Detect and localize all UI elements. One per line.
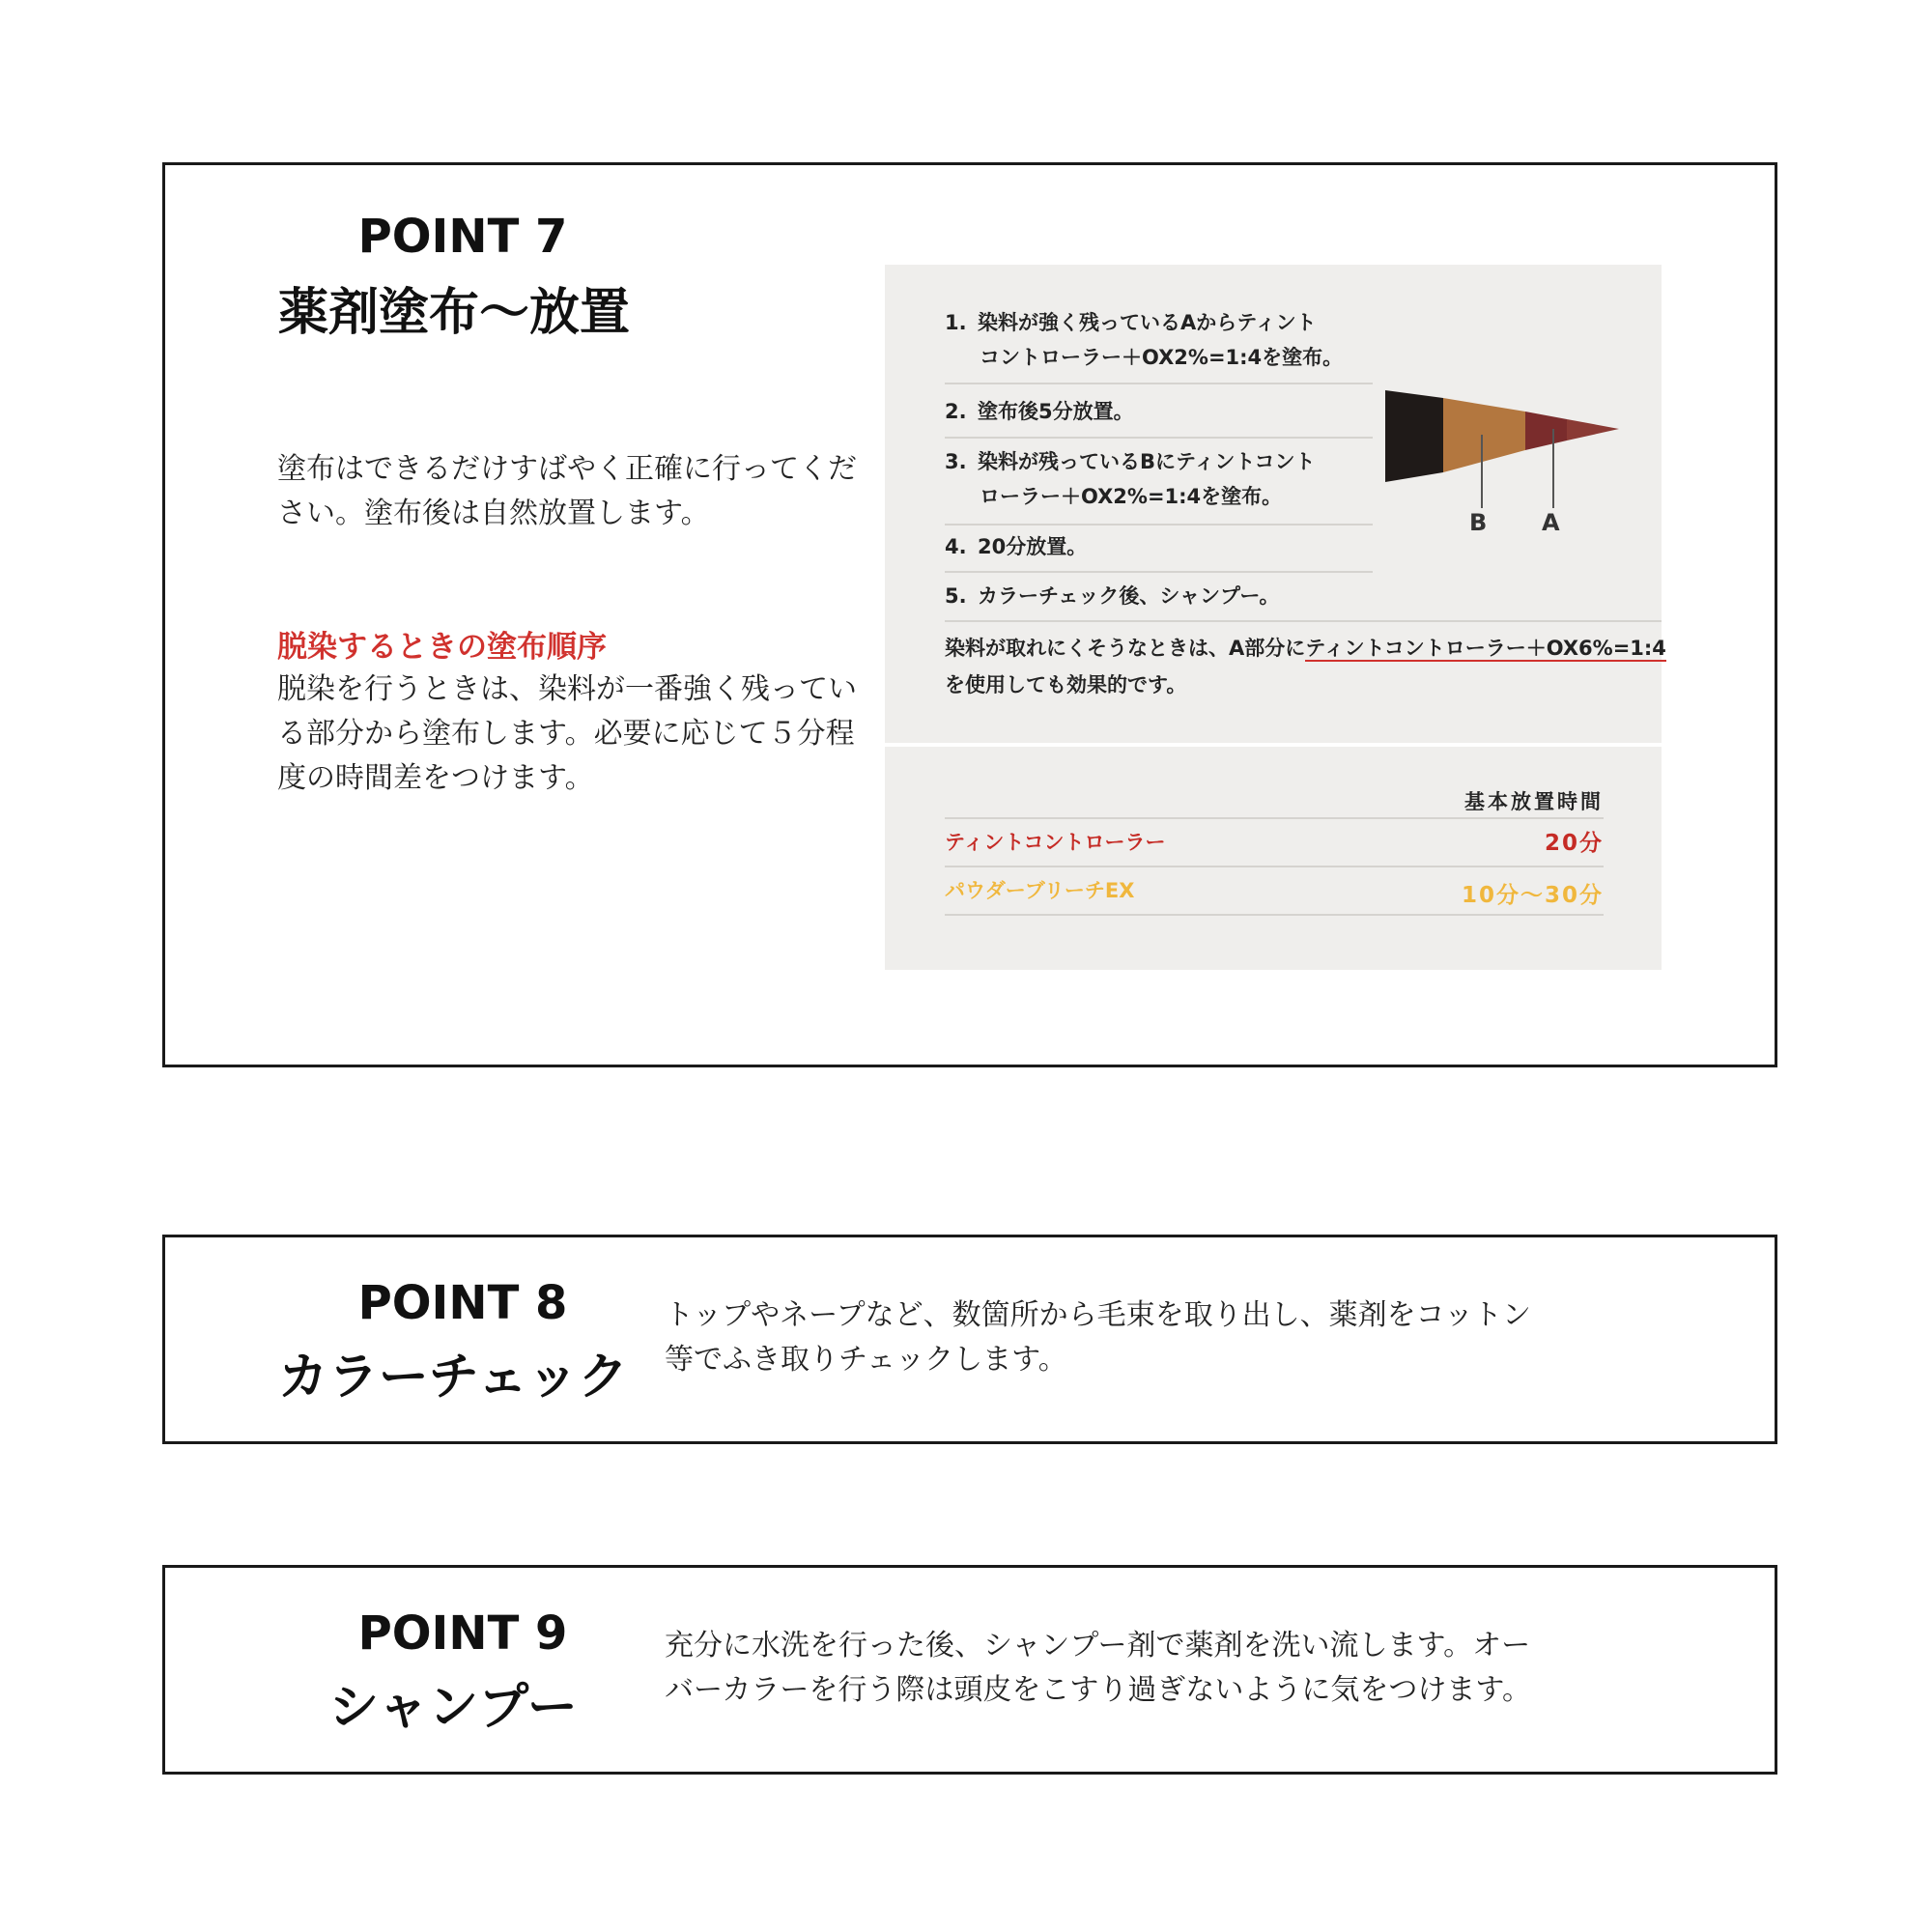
step-text: 染料が強く残っているAからティント [978, 311, 1317, 334]
table-divider [945, 914, 1604, 916]
point8-section [162, 1235, 1777, 1444]
point7-section [162, 162, 1777, 1067]
strand-black-section [1385, 390, 1443, 482]
step-divider [945, 383, 1373, 384]
step-divider [945, 571, 1373, 573]
step-divider [945, 620, 1662, 622]
application-steps-card [885, 265, 1666, 970]
step-divider [945, 524, 1373, 526]
table-divider [945, 817, 1604, 819]
point9-text [665, 1624, 1669, 1713]
point8-text-line: トップやネープなど、数箇所から毛束を取り出し、薬剤をコットン [665, 1298, 1531, 1332]
point9-section [162, 1565, 1777, 1775]
hair-strand-diagram [1385, 390, 1627, 526]
step-number: 4. [945, 535, 967, 558]
point7-subheading: 脱染するときの塗布順序 [277, 630, 607, 665]
step-text-continued: ローラー＋OX2%=1:4を塗布。 [980, 485, 1283, 508]
point7-title: 薬剤塗布〜放置 [278, 284, 631, 342]
step-text: 20分放置。 [978, 535, 1088, 558]
strand-brown-section [1443, 398, 1525, 472]
step-number: 2. [945, 400, 967, 423]
step-3 [945, 444, 1370, 514]
strand-red-section [1525, 412, 1567, 450]
step-number: 3. [945, 450, 967, 473]
point9-number: POINT 9 [357, 1606, 568, 1661]
step-text: 塗布後5分放置。 [978, 400, 1134, 423]
note-prefix: 染料が取れにくそうなときは、A部分に [945, 637, 1306, 660]
step-divider [945, 437, 1373, 439]
label-b: B [1469, 509, 1488, 536]
point7-number: POINT 7 [357, 210, 568, 264]
application-note [945, 630, 1679, 703]
step-text: 染料が残っているBにティントコント [978, 450, 1316, 473]
step-number: 1. [945, 311, 967, 334]
point9-title: シャンプー [328, 1679, 578, 1737]
step-text-continued: コントローラー＋OX2%=1:4を塗布。 [980, 346, 1344, 369]
point7-description: 塗布はできるだけすばやく正確に行ってください。塗布後は自然放置します。 [277, 452, 857, 530]
point8-text-line: 等でふき取りチェックします。 [665, 1343, 1067, 1377]
label-a: A [1542, 509, 1560, 536]
table-row-name: パウダーブリーチEX [945, 879, 1135, 902]
note-highlight: ティントコントローラー＋OX6%=1:4 [1305, 637, 1666, 660]
step-4 [945, 529, 1370, 564]
time-table-header: 基本放置時間 [1464, 790, 1604, 813]
note-suffix: を使用しても効果的です。 [945, 673, 1187, 696]
step-text: カラーチェック後、シャンプー。 [978, 584, 1280, 608]
point7-body: 脱染を行うときは、染料が一番強く残っている部分から塗布します。必要に応じて５分程度の時間差をつけます。 [277, 672, 857, 795]
point9-text-line: 充分に水洗を行った後、シャンプー剤で薬剤を洗い流します。オー [665, 1629, 1531, 1662]
card-divider [885, 743, 1662, 747]
strand-tip [1567, 419, 1619, 440]
point8-text [665, 1293, 1669, 1382]
point8-number: POINT 8 [357, 1276, 568, 1330]
table-row-name: ティントコントローラー [945, 831, 1166, 854]
step-1 [945, 305, 1370, 375]
table-row-value: 10分〜30分 [1461, 883, 1604, 908]
step-5 [945, 579, 1370, 613]
table-row-value: 20分 [1544, 831, 1604, 856]
table-divider [945, 866, 1604, 867]
point8-title: カラーチェック [277, 1349, 629, 1406]
step-number: 5. [945, 584, 967, 608]
point9-text-line: バーカラーを行う際は頭皮をこすり過ぎないように気をつけます。 [665, 1673, 1531, 1707]
step-2 [945, 394, 1370, 429]
